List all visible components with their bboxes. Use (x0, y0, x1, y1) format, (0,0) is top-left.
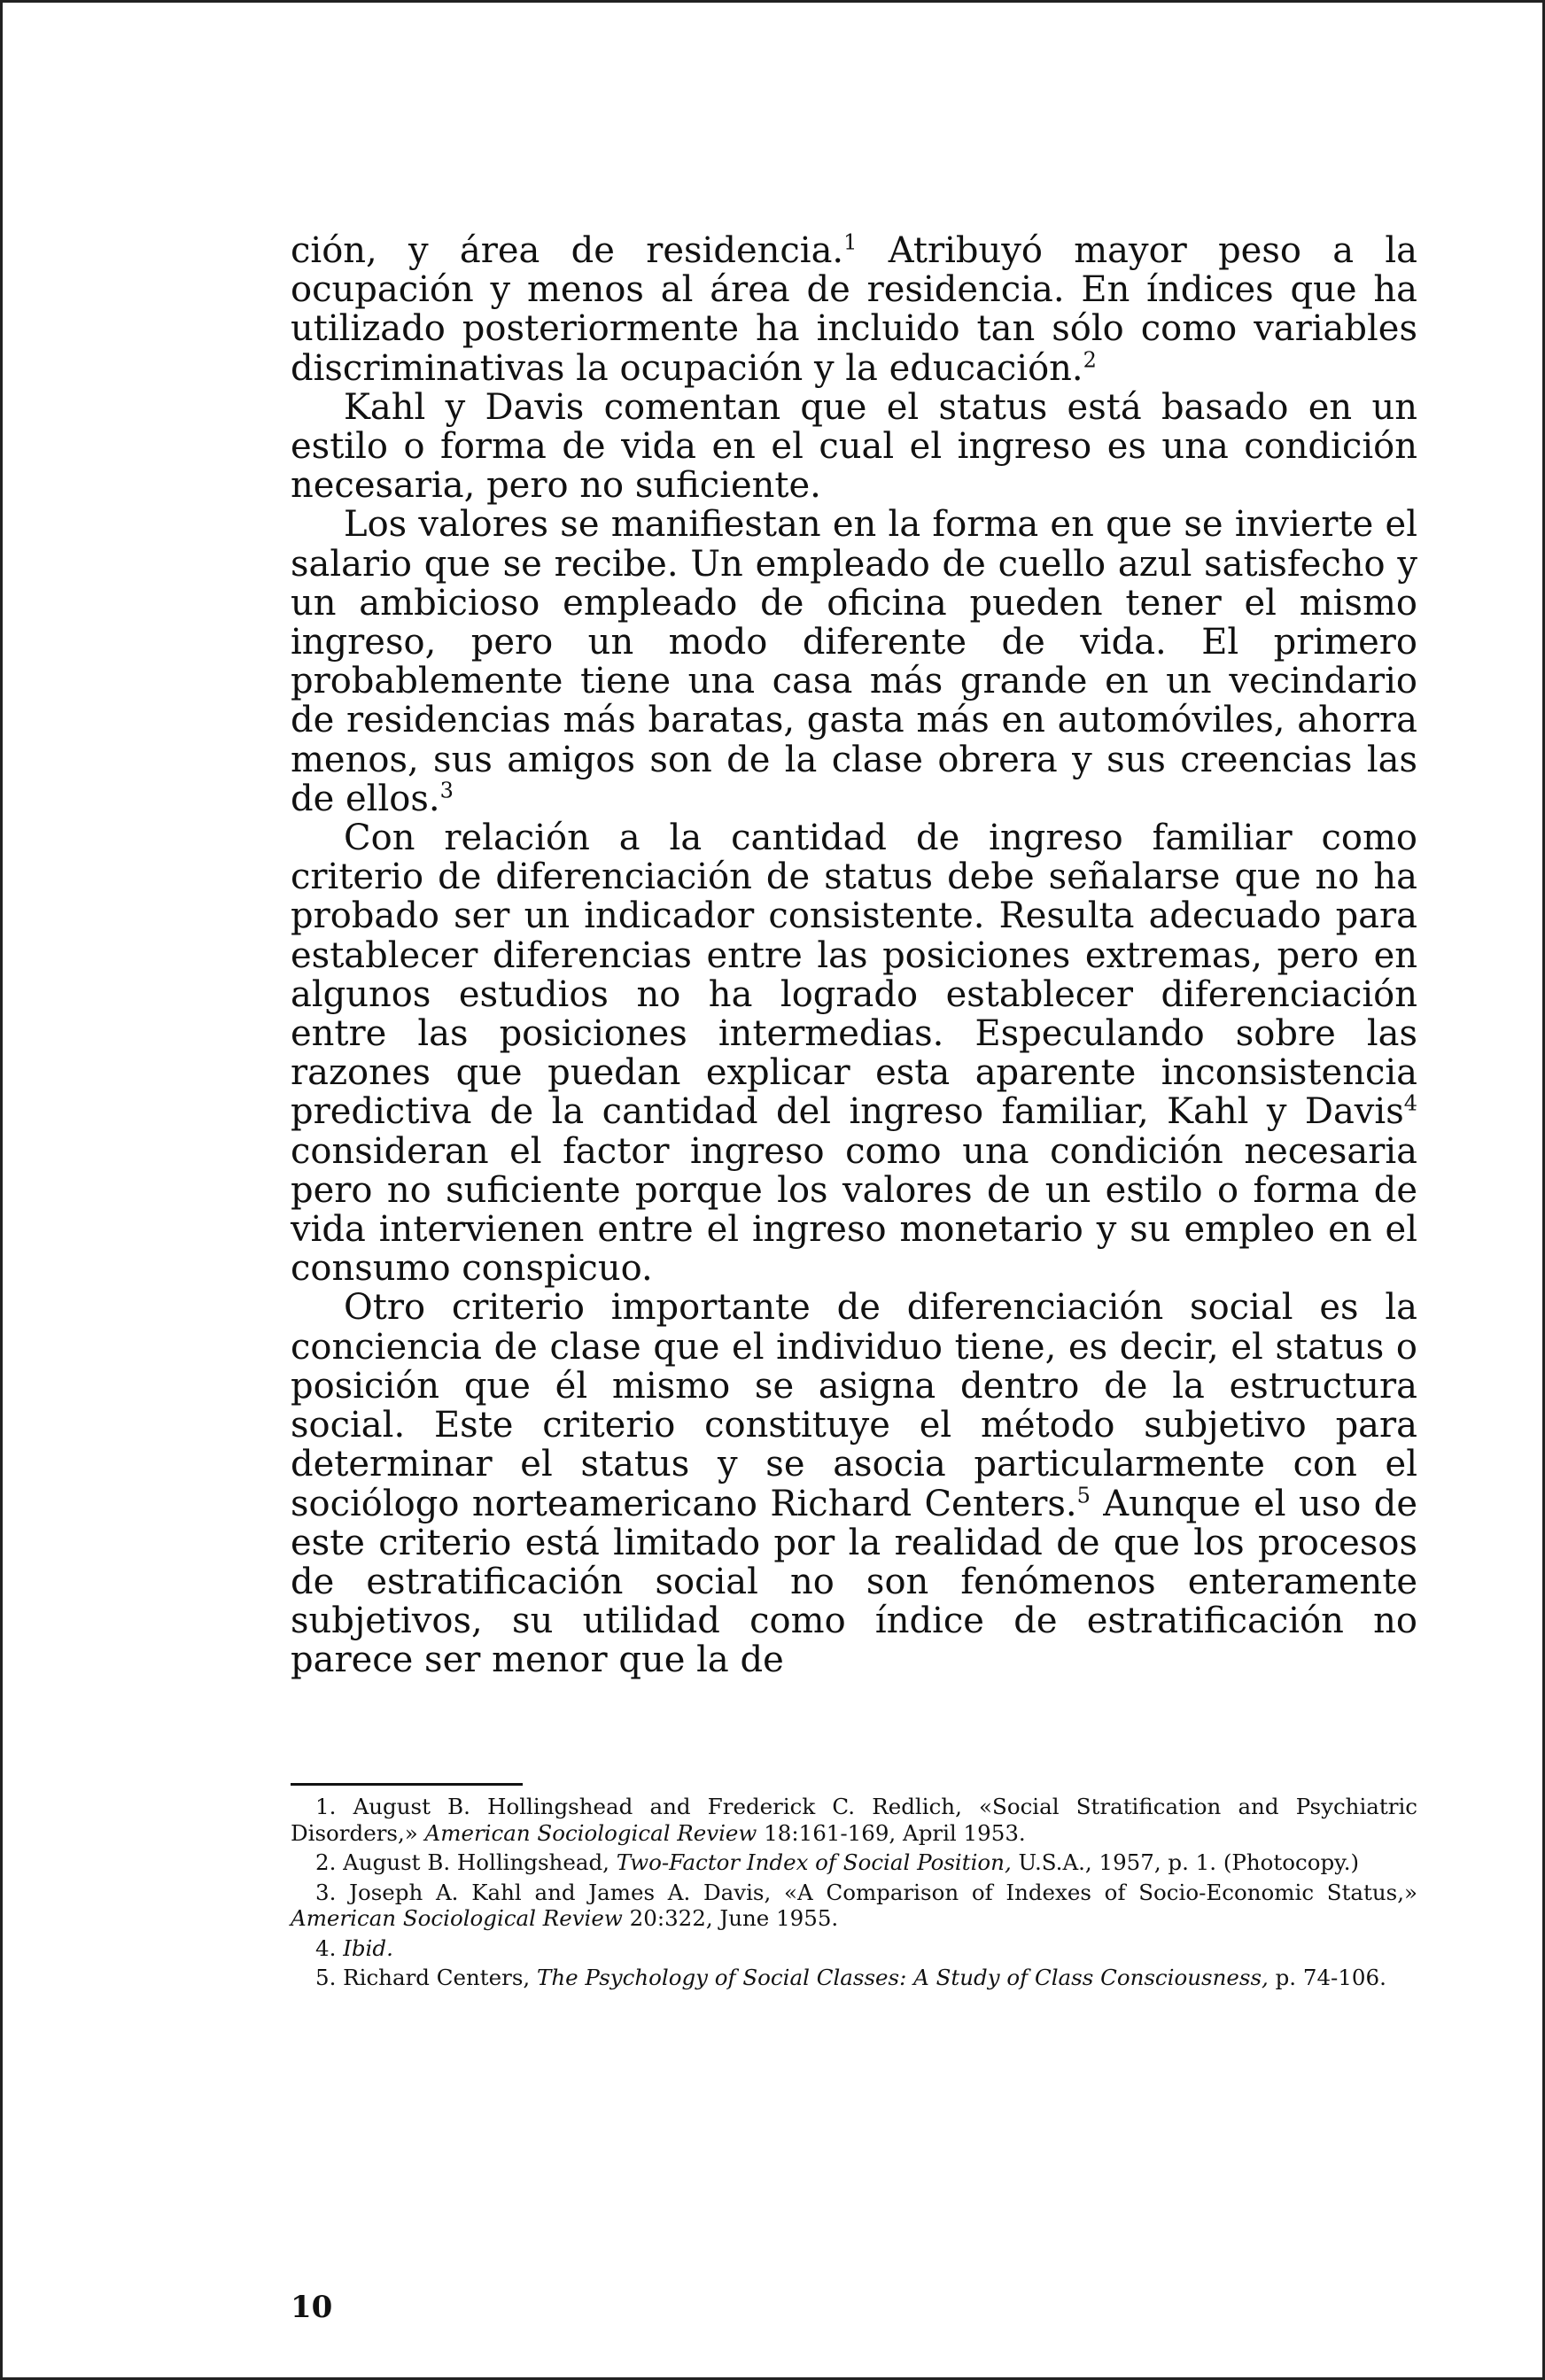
footnotes (291, 1794, 1417, 1995)
footnote-number: 1. (315, 1794, 337, 1819)
paragraph-text: Con relación a la cantidad de ingreso familiar como criterio de diferenciación de status debe señalarse que no ha probado ser un indicador consistente. Resulta adecuado para establecer diferencias entre las posiciones extremas, pero en algunos estudios no ha logrado establecer diferenciación entre las posiciones intermedias. Especulando sobre las razones que puedan explicar esta aparente inconsistencia predictiva de la cantidad del ingreso familiar, Kahl y Davis (291, 818, 1417, 1133)
footnote-number: 3. (315, 1879, 337, 1905)
page-number: 10 (291, 2290, 333, 2325)
footnote-title: Two-Factor Index of Social Position, (616, 1849, 1012, 1875)
footnote-ref-2: 2 (1083, 347, 1097, 373)
footnote-title: The Psychology of Social Classes: A Study of Class Consciousness, (536, 1965, 1269, 1990)
footnote-text: August B. Hollingshead and Frederick C. Redlich, «Social Stratification and Psychiatric Disorders,» (291, 1794, 1417, 1846)
paragraph-text: Otro criterio importante de diferenciación social es la conciencia de clase que el individuo tiene, es decir, el status o posición que él mismo se asigna dentro de la estructura social. Este criterio constituye el método subjetivo para determinar el status y se asocia particularmente con el sociólogo norteamericano Richard Centers. (291, 1287, 1417, 1524)
footnote-ref-4: 4 (1403, 1091, 1417, 1117)
paragraph-1 (291, 231, 1417, 388)
paragraph-text: Atribuyó mayor peso a la ocupación y menos al área de residencia. En índices que ha utilizado posteriormente ha incluido tan sólo como variables discriminativas la ocupación y la educación. (291, 230, 1418, 389)
footnote-text: Joseph A. Kahl and James A. Davis, «A Comparison of Indexes of Socio-Economic Status,» (336, 1879, 1417, 1905)
paragraph-2 (291, 388, 1417, 506)
paragraph-4 (291, 818, 1417, 1288)
paragraph-text: Los valores se manifiestan en la forma en que se invierte el salario que se recibe. Un empleado de cuello azul satisfecho y un ambicioso empleado de oficina pueden tener el mismo ingreso, pero un modo diferente de vida. El primero probablemente tiene una casa más grande en un vecindario de residencias más baratas, gasta más en automóviles, ahorra menos, sus amigos son de la clase obrera y sus creencias las de ellos. (291, 504, 1417, 819)
footnote-number: 4. (315, 1934, 337, 1961)
footnote-ref-1: 1 (843, 229, 858, 255)
footnote-number: 5. (315, 1965, 337, 1990)
footnote-5 (291, 1965, 1417, 1991)
footnote-3 (291, 1880, 1417, 1932)
footnote-ref-5: 5 (1076, 1483, 1091, 1508)
footnote-4 (291, 1935, 1417, 1962)
footnote-number: 2. (315, 1849, 337, 1875)
footnote-divider (291, 1783, 523, 1786)
footnote-title: Ibid. (343, 1934, 393, 1961)
body-text (291, 231, 1417, 1680)
paragraph-3 (291, 505, 1417, 818)
paragraph-text: consideran el factor ingreso como una condición necesaria pero no suficiente porque los valores de un estilo o forma de vida intervienen entre el ingreso monetario y su empleo en el consumo conspicuo. (291, 1130, 1417, 1290)
paragraph-5 (291, 1288, 1417, 1679)
footnote-2 (291, 1849, 1417, 1876)
footnote-text: U.S.A., 1957, p. 1. (Photocopy.) (1011, 1849, 1360, 1875)
footnote-text: August B. Hollingshead, (336, 1849, 617, 1875)
footnote-1 (291, 1794, 1417, 1846)
footnote-text: 18:161-169, April 1953. (757, 1819, 1026, 1846)
paragraph-text: ción, y área de residencia. (291, 230, 844, 271)
footnote-text: 20:322, June 1955. (622, 1905, 839, 1931)
footnote-title: American Sociological Review (291, 1905, 623, 1931)
footnote-text: Richard Centers, (336, 1965, 537, 1990)
paragraph-text: Aunque el uso de este criterio está limitado por la realidad de que los procesos de estratificación social no son fenómenos enteramente subjetivos, su utilidad como índice de estratificación no parece ser menor que la de (291, 1483, 1418, 1681)
footnote-ref-3: 3 (439, 778, 454, 803)
paragraph-text: Kahl y Davis comentan que el status está basado en un estilo o forma de vida en el cual el ingreso es una condición necesaria, pero no suficiente. (291, 386, 1417, 507)
footnote-text: p. 74-106. (1268, 1965, 1386, 1990)
footnote-title: American Sociological Review (424, 1819, 757, 1846)
